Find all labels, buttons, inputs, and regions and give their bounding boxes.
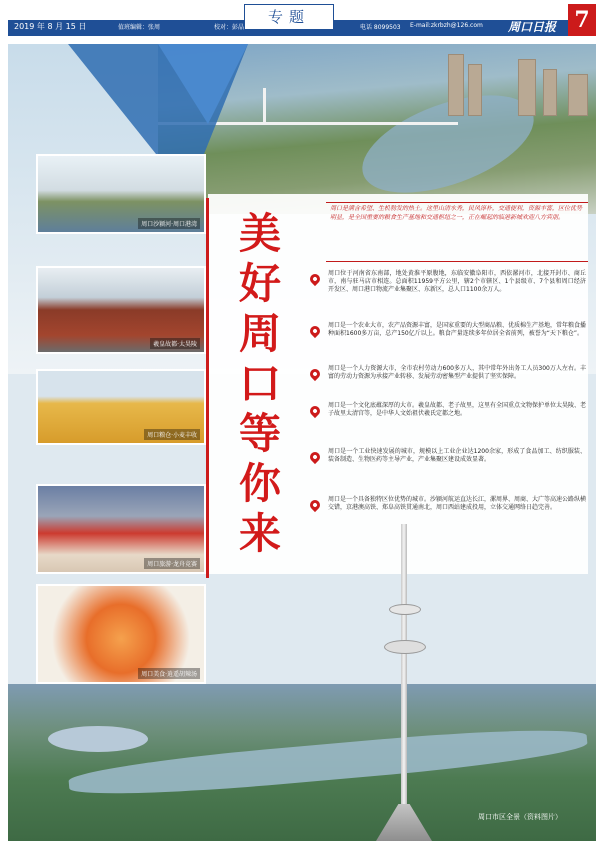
article-paragraph: 周口是一个工业快速发展的城市，规模以上工业企业达1200余家，形成了食品加工、纺织服装、装备制造、生物医药等主导产业，产业集聚区建设成效显著。 [328, 448, 586, 464]
headline-char: 等 [238, 409, 281, 458]
tower-block [543, 69, 557, 116]
tower-block [448, 54, 464, 116]
headline-char: 你 [238, 459, 281, 508]
issue-date: 2019 年 8 月 15 日 [14, 22, 87, 31]
tower-block [468, 64, 482, 116]
newspaper-logo: 周口日报 [508, 20, 557, 34]
headline-char: 周 [238, 309, 281, 358]
photo-caption: 周口沙颍河·周口港湾 [138, 218, 200, 229]
tower-block [568, 74, 588, 116]
intro-text: 周口是满含希望、生机勃发的热土。这里山清水秀，民风淳朴，交通便利，资源丰富，区位优势明显，是全国重要的粮食生产基地和交通枢纽之一，正在崛起的临港新城欢迎八方宾朋。 [330, 205, 583, 221]
contact-email: E-mail:zkrbzh@126.com [410, 22, 483, 29]
section-label: 专题 [244, 4, 334, 30]
hotline: 电话 8099503 [360, 24, 401, 31]
headline-char: 口 [238, 359, 281, 408]
tv-tower [401, 524, 407, 824]
article-paragraph: 周口是一个人力资源大市，全市农村劳动力600多万人，其中常年外出务工人员300万人左右。丰富的劳动力资源为承接产业转移、发展劳动密集型产业提供了坚实保障。 [328, 365, 586, 381]
photo-port [36, 154, 206, 234]
decorative-triangle [158, 44, 248, 124]
page-header [0, 0, 600, 40]
headline [230, 209, 290, 559]
tower-block [518, 59, 536, 116]
stadium-shape [48, 726, 148, 752]
photo-festival [36, 484, 206, 574]
proofreader-credit: 校对：彭晶 [214, 24, 245, 31]
photo-food [36, 584, 206, 684]
tv-tower-deck [389, 604, 421, 615]
photo-caption: 周口旅游·龙舟竞赛 [144, 558, 200, 569]
article-paragraph: 周口是一个农业大市，农产品资源丰富，是国家重要的大型商品粮、优质棉生产基地，常年粮食播种面积1600多万亩，总产150亿斤以上。粮食产量连续多年位居全省前列，被誉为“天下粮仓”。 [328, 322, 587, 338]
photo-temple [36, 266, 206, 354]
photo-wheat [36, 369, 206, 445]
accent-divider [206, 198, 209, 578]
bridge-pylon [263, 88, 266, 124]
editor-credit: 值班编辑：张周 [118, 24, 161, 31]
page-number: 7 [568, 4, 596, 36]
article-paragraph: 周口是一个具备独特区位优势的城市。沙颍河航运直达长江，漯周界、周商、大广等高速公路纵横交错，京港澳高铁、郑阜高铁贯通南北，周口西站建成投用，立体交通网络日趋完善。 [328, 496, 587, 512]
headline-char: 来 [238, 509, 281, 558]
headline-char: 好 [238, 259, 281, 308]
photo-caption: 羲皇故都·太昊陵 [150, 338, 200, 349]
photo-caption: 周口美食·逍遥胡辣汤 [138, 668, 200, 679]
article-paragraph: 周口是一个文化底蕴深厚的大市。羲皇故都、老子故里，这里有全国重点文物保护单位太昊陵、老子故里太清宫等，是中华人文始祖伏羲氏定都之地。 [328, 402, 587, 418]
headline-char: 美 [238, 209, 281, 258]
panorama-caption: 周口市区全景（资料图片） [478, 813, 562, 821]
feature-spread [8, 44, 596, 841]
article-paragraph: 周口位于河南省东南部，地处黄淮平原腹地，东临安徽阜阳市，西依漯河市，北接开封市、商丘市，南与驻马店市相连。总面积11959平方公里，辖2个市辖区、1个县级市、7个县和周口经济开发区、周口港口物流产业集聚区、东新区，总人口1100余万人。 [328, 270, 586, 294]
photo-caption: 周口粮仓·小麦丰收 [144, 429, 200, 440]
tv-tower-deck [384, 640, 426, 654]
